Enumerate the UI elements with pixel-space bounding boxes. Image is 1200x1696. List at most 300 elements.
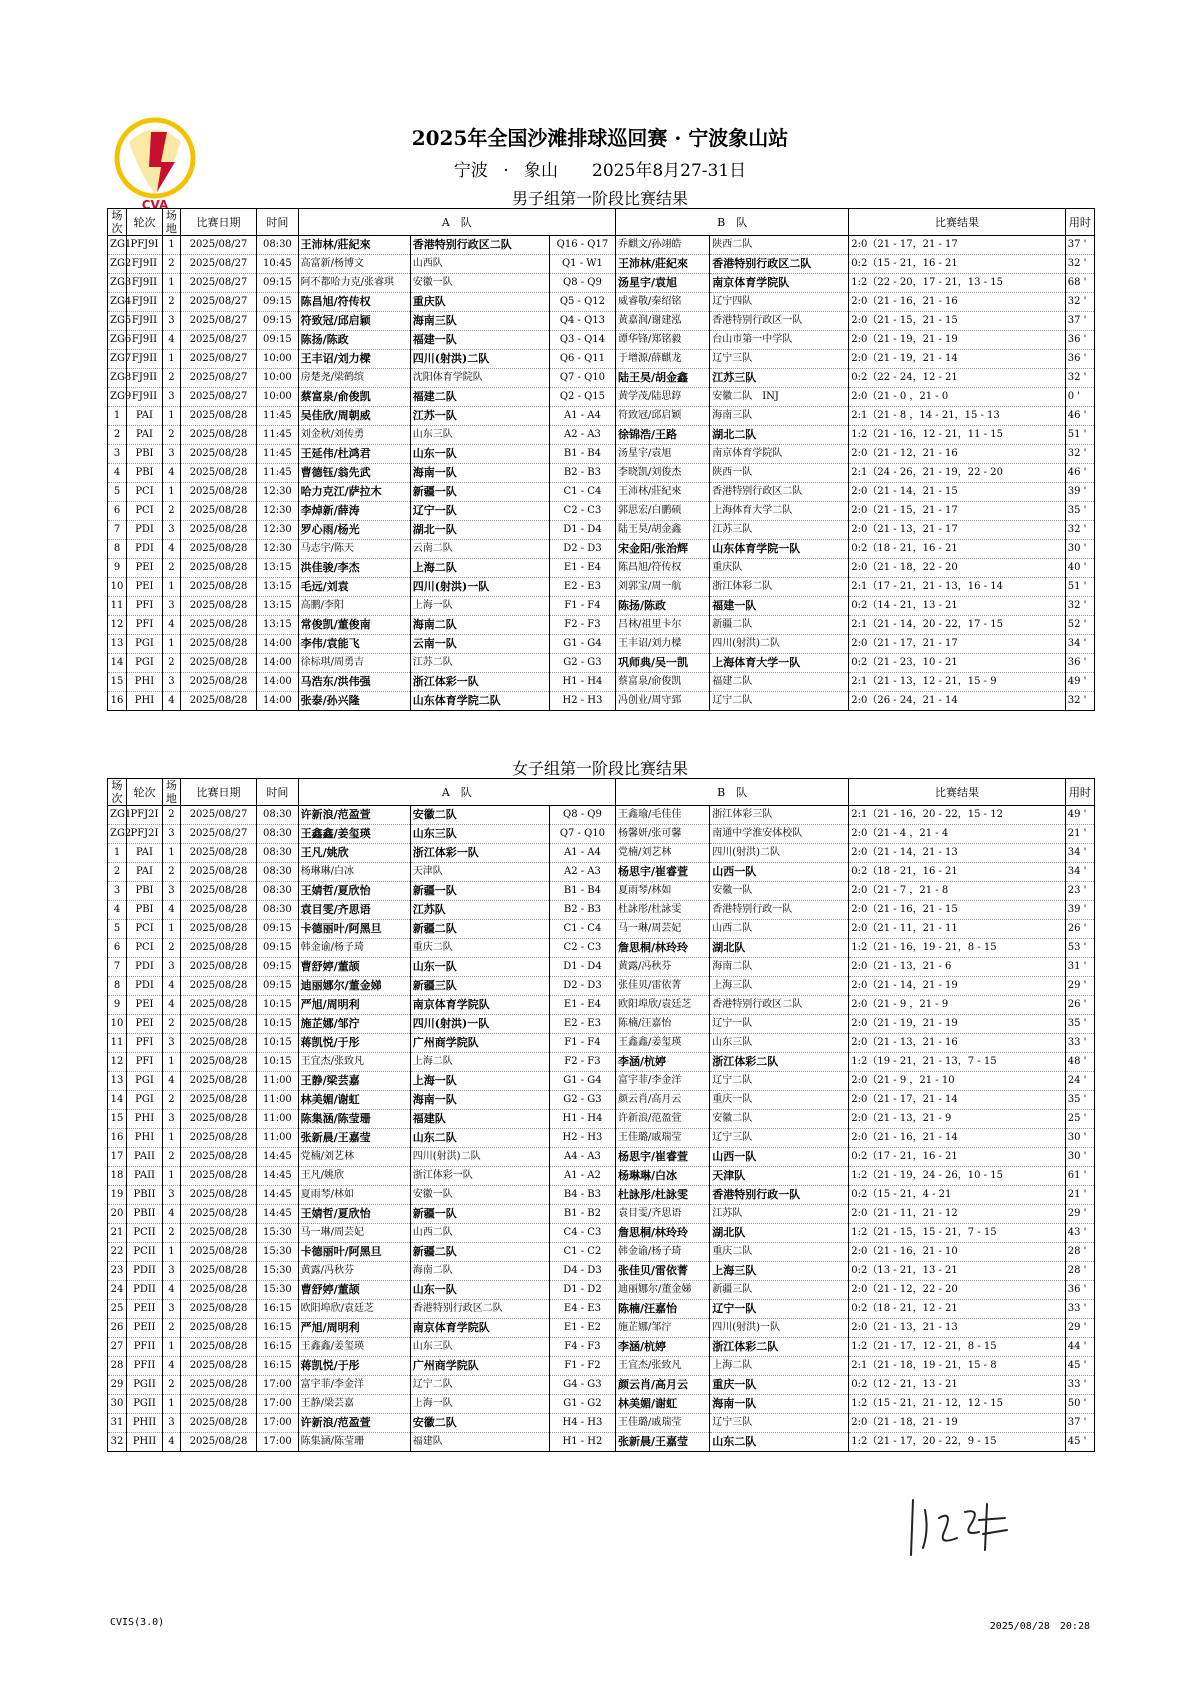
men-section-title: 男子组第一阶段比赛结果	[511, 189, 688, 208]
cell: PFI	[127, 1034, 163, 1053]
cell: 4	[162, 616, 180, 635]
cell: 46 '	[1065, 407, 1094, 426]
cell: 2:0（21 - 16，21 - 14	[849, 1129, 1065, 1148]
cell: 12	[108, 1053, 127, 1072]
cell: 2	[162, 502, 180, 521]
cell: 2:1（21 - 16，20 - 22，15 - 12	[849, 806, 1065, 825]
cell: 浙江体彩一队	[410, 844, 549, 863]
table-row	[108, 521, 1095, 540]
cell: 严旭/周明利	[298, 996, 410, 1015]
cell: 08:30	[257, 844, 298, 863]
cell: 陆王昊/胡金鑫	[616, 369, 710, 388]
cell: 2:0（21 - 17，21 - 17	[849, 635, 1065, 654]
cell: 2	[162, 1224, 180, 1243]
cell: 辽宁二队	[710, 1072, 849, 1091]
cell: 17	[108, 1148, 127, 1167]
cell: 2	[162, 1376, 180, 1395]
cell: 山东二队	[710, 1433, 849, 1452]
cell: 15	[108, 1110, 127, 1129]
cell: 35 '	[1065, 1091, 1094, 1110]
cell: PCI	[127, 502, 163, 521]
cell: 2:0（21 - 13，21 - 13	[849, 1319, 1065, 1338]
cell: 4	[162, 692, 180, 711]
cell: 辽宁二队	[710, 692, 849, 711]
cell: 2025/08/28	[180, 1338, 256, 1357]
cell: 四川(射洪)二队	[710, 635, 849, 654]
cell: 2025/08/28	[180, 1072, 256, 1091]
cell: 1	[162, 1129, 180, 1148]
cell: 海南二队	[710, 958, 849, 977]
cell: 8	[108, 540, 127, 559]
cell: PFII	[127, 1338, 163, 1357]
cell: 20	[108, 1205, 127, 1224]
cell: 11:00	[257, 1072, 298, 1091]
cell: 2025/08/27	[180, 255, 256, 274]
table-row	[108, 1129, 1095, 1148]
women-results-table	[107, 778, 1095, 1452]
cell: 江苏一队	[410, 407, 549, 426]
cell: 2025/08/28	[180, 597, 256, 616]
cell: 26	[108, 1319, 127, 1338]
cell: 09:15	[257, 274, 298, 293]
cell: 09:15	[257, 977, 298, 996]
cell: 0:2（15 - 21，16 - 21	[849, 255, 1065, 274]
cell: 32 '	[1065, 255, 1094, 274]
cell: 刘金秋/刘传勇	[298, 426, 410, 445]
table-row	[108, 673, 1095, 692]
cell: 0:2（18 - 21，16 - 21	[849, 863, 1065, 882]
cell: 重庆二队	[710, 1243, 849, 1262]
cell: F4 - F3	[549, 1338, 615, 1357]
cell: 2:1（21 - 13，12 - 21，15 - 9	[849, 673, 1065, 692]
cell: 2:0（21 - 17，21 - 17	[849, 236, 1065, 255]
cell: 辽宁一队	[710, 1300, 849, 1319]
cell: C1 - C2	[549, 1243, 615, 1262]
table-row	[108, 293, 1095, 312]
cell: 曹舒婷/董颉	[298, 1281, 410, 1300]
cell: 2025/08/28	[180, 1281, 256, 1300]
table-row	[108, 312, 1095, 331]
cell: 宋金阳/张治辉	[616, 540, 710, 559]
cell: 夏雨琴/林如	[616, 882, 710, 901]
cell: 2	[162, 1148, 180, 1167]
cell: 2025/08/28	[180, 1395, 256, 1414]
cell: PBI	[127, 882, 163, 901]
cell: 四川(射洪)二队	[710, 844, 849, 863]
cell: 山东二队	[410, 1129, 549, 1148]
cell: 1	[162, 1338, 180, 1357]
cell: 1	[162, 483, 180, 502]
cell: 山东一队	[410, 1281, 549, 1300]
cell: 山西一队	[710, 1148, 849, 1167]
cell: 蒋凯悦/于彤	[298, 1357, 410, 1376]
cell: ZG1	[108, 806, 127, 825]
cell: ZG3	[108, 274, 127, 293]
cell: 福建二队	[710, 673, 849, 692]
cell: 3	[162, 1300, 180, 1319]
cell: ZG6	[108, 331, 127, 350]
footer-system: CVIS(3.0)	[110, 1617, 165, 1628]
cell: 南京体育学院队	[410, 1319, 549, 1338]
cell: 2025/08/27	[180, 293, 256, 312]
cell: 2025/08/28	[180, 616, 256, 635]
cell: 11	[108, 1034, 127, 1053]
cell: 08:30	[257, 825, 298, 844]
cell: Q7 - Q10	[549, 369, 615, 388]
cell: 欧阳埠欣/袁廷芝	[298, 1300, 410, 1319]
cell: 12:30	[257, 502, 298, 521]
cell: ZG7	[108, 350, 127, 369]
cell: 32 '	[1065, 293, 1094, 312]
cell: 安徽二队 INJ	[710, 388, 849, 407]
col-court: 场地	[162, 209, 180, 236]
cell: 2:0（21 - 13，21 - 9	[849, 1110, 1065, 1129]
cell: 50 '	[1065, 1395, 1094, 1414]
cell: 12	[108, 616, 127, 635]
cell: 1:2（22 - 20，17 - 21，13 - 15	[849, 274, 1065, 293]
table-row	[108, 1414, 1095, 1433]
cell: 1	[162, 407, 180, 426]
cell: 辽宁一队	[410, 502, 549, 521]
cell: 9	[108, 996, 127, 1015]
table-row	[108, 1034, 1095, 1053]
cell: 2025/08/28	[180, 502, 256, 521]
cell: 陕西一队	[710, 464, 849, 483]
cell: 09:15	[257, 293, 298, 312]
cell: 2:0（21 - 9 ，21 - 9	[849, 996, 1065, 1015]
cell: 台山市第一中学队	[710, 331, 849, 350]
table-row	[108, 654, 1095, 673]
cell: 四川(射洪)一队	[710, 1319, 849, 1338]
cell: 4	[162, 901, 180, 920]
cell: 68 '	[1065, 274, 1094, 293]
cell: 浙江体彩一队	[410, 1167, 549, 1186]
women-section-title: 女子组第一阶段比赛结果	[511, 759, 688, 778]
cell: 山东体育学院一队	[710, 540, 849, 559]
table-row	[108, 1338, 1095, 1357]
cell: 乔麒文/孙翊皓	[616, 236, 710, 255]
cell: 李晓凯/刘俊杰	[616, 464, 710, 483]
table-row	[108, 597, 1095, 616]
cell: 张佳贝/雷依菁	[616, 1262, 710, 1281]
cell: 辽宁一队	[710, 1015, 849, 1034]
footer-timestamp: 2025/08/28 20:28	[989, 1621, 1090, 1632]
cell: 3	[162, 825, 180, 844]
cell: PHI	[127, 1129, 163, 1148]
cell: ZG2	[108, 255, 127, 274]
cell: B2 - B3	[549, 901, 615, 920]
cell: 李涵/杭婷	[616, 1338, 710, 1357]
cell: PHII	[127, 1414, 163, 1433]
cell: 2025/08/28	[180, 1091, 256, 1110]
cell: F1 - F4	[549, 1034, 615, 1053]
cell: 37 '	[1065, 236, 1094, 255]
cell: 杨馨妍/张可馨	[616, 825, 710, 844]
cell: 23 '	[1065, 882, 1094, 901]
cell: 14:45	[257, 1205, 298, 1224]
col-match: 场次	[108, 209, 127, 236]
col-result: 比赛结果	[849, 779, 1065, 806]
women-table-body	[108, 806, 1095, 1452]
cell: 2025/08/28	[180, 464, 256, 483]
col-date: 比赛日期	[180, 779, 256, 806]
cell: PBII	[127, 1186, 163, 1205]
cell: 曹舒婷/董颉	[298, 958, 410, 977]
cell: 0:2（21 - 23，10 - 21	[849, 654, 1065, 673]
cell: 王凡/姚欣	[298, 1167, 410, 1186]
cell: 2025/08/28	[180, 407, 256, 426]
cell: 1	[162, 1243, 180, 1262]
cell: 2025/08/27	[180, 236, 256, 255]
col-round: 轮次	[127, 779, 163, 806]
table-row	[108, 1167, 1095, 1186]
cell: 迪丽娜尔/董金娣	[298, 977, 410, 996]
col-result: 比赛结果	[849, 209, 1065, 236]
cell: 15:30	[257, 1262, 298, 1281]
cell: 蔡富泉/俞俊凯	[298, 388, 410, 407]
cell: 10:00	[257, 350, 298, 369]
cell: 南京体育学院队	[410, 996, 549, 1015]
cell: C2 - C3	[549, 939, 615, 958]
cell: B1 - B4	[549, 445, 615, 464]
cell: 四川(射洪)二队	[410, 1148, 549, 1167]
cell: 24 '	[1065, 1072, 1094, 1091]
cell: C1 - C4	[549, 483, 615, 502]
cell: 威睿敬/秦绍铭	[616, 293, 710, 312]
cell: 王沛林/莊紀來	[616, 255, 710, 274]
cell: 徐标琪/周勇吉	[298, 654, 410, 673]
cell: 2025/08/28	[180, 673, 256, 692]
cell: A1 - A4	[549, 844, 615, 863]
cell: 江苏队	[410, 901, 549, 920]
table-row	[108, 464, 1095, 483]
cell: 辽宁三队	[710, 1129, 849, 1148]
cell: 2:0（21 - 19，21 - 14	[849, 350, 1065, 369]
cell: 徐锦浩/王路	[616, 426, 710, 445]
cell: 3	[162, 673, 180, 692]
cell: 2025/08/28	[180, 939, 256, 958]
cell: 16:15	[257, 1300, 298, 1319]
cell: 44 '	[1065, 1338, 1094, 1357]
cell: 1:2（19 - 21，21 - 13，7 - 15	[849, 1053, 1065, 1072]
cell: 2	[162, 426, 180, 445]
cell: H1 - H4	[549, 673, 615, 692]
cell: 吕林/祖里卡尔	[616, 616, 710, 635]
cell: 杨思宇/崔睿萱	[616, 1148, 710, 1167]
cell: 海南二队	[410, 1262, 549, 1281]
cell: 王静/梁芸嘉	[298, 1395, 410, 1414]
cell: 四川(射洪)一队	[410, 578, 549, 597]
cell: 安徽二队	[410, 1414, 549, 1433]
cell: PFI	[127, 616, 163, 635]
cell: Q3 - Q14	[549, 331, 615, 350]
cell: 2025/08/28	[180, 920, 256, 939]
cell: 32 '	[1065, 692, 1094, 711]
cell: 1:2（21 - 15，15 - 21，7 - 15	[849, 1224, 1065, 1243]
cell: 广州商学院队	[410, 1034, 549, 1053]
table-row	[108, 559, 1095, 578]
table-row	[108, 274, 1095, 293]
col-match: 场次	[108, 779, 127, 806]
table-row	[108, 350, 1095, 369]
cell: ZG8	[108, 369, 127, 388]
cell: 2	[162, 806, 180, 825]
cell: 2025/08/28	[180, 1053, 256, 1072]
cell: G1 - G2	[549, 1395, 615, 1414]
table-row	[108, 825, 1095, 844]
cell: H2 - H3	[549, 1129, 615, 1148]
cell: 陈扬/陈政	[616, 597, 710, 616]
cell: FJ9II	[127, 369, 163, 388]
cell: 浙江体彩二队	[710, 578, 849, 597]
col-time: 时间	[257, 209, 298, 236]
table-row	[108, 882, 1095, 901]
cell: D4 - D3	[549, 1262, 615, 1281]
cell: PBI	[127, 901, 163, 920]
cell: 海南一队	[410, 1091, 549, 1110]
cell: PBI	[127, 445, 163, 464]
cell: 28 '	[1065, 1262, 1094, 1281]
cell: 2025/08/28	[180, 1186, 256, 1205]
cell: 0:2（14 - 21，13 - 21	[849, 597, 1065, 616]
cell: 12:30	[257, 540, 298, 559]
cell: Q4 - Q13	[549, 312, 615, 331]
cell: Q16 - Q17	[549, 236, 615, 255]
cell: 24	[108, 1281, 127, 1300]
cell: 13:15	[257, 578, 298, 597]
table-row	[108, 1433, 1095, 1452]
cell: 富宇菲/李金洋	[616, 1072, 710, 1091]
cell: 3	[108, 445, 127, 464]
cell: 江苏二队	[410, 654, 549, 673]
cell: FJ9II	[127, 293, 163, 312]
cell: 黄嘉润/谢建泓	[616, 312, 710, 331]
table-row	[108, 1053, 1095, 1072]
cell: 杨琳琳/白冰	[616, 1167, 710, 1186]
cell: E4 - E3	[549, 1300, 615, 1319]
table-row	[108, 1148, 1095, 1167]
cell: 新疆一队	[410, 1205, 549, 1224]
cell: 李焯新/薛涛	[298, 502, 410, 521]
col-team-a: A 队	[298, 779, 615, 806]
cell: PAI	[127, 844, 163, 863]
cell: PFII	[127, 1357, 163, 1376]
cell: 11	[108, 597, 127, 616]
cell: 4	[162, 977, 180, 996]
cell: 王静/梁芸嘉	[298, 1072, 410, 1091]
cell: 罗心雨/杨光	[298, 521, 410, 540]
cell: G1 - G4	[549, 1072, 615, 1091]
table-row	[108, 692, 1095, 711]
cell: 湖北队	[710, 939, 849, 958]
col-duration: 用时	[1065, 779, 1094, 806]
cell: 山东三队	[710, 1034, 849, 1053]
cell: 张新晨/王嘉莹	[616, 1433, 710, 1452]
cell: PGI	[127, 654, 163, 673]
cell: 上海一队	[410, 1072, 549, 1091]
cell: 重庆二队	[410, 939, 549, 958]
cell: 0:2（22 - 24，12 - 21	[849, 369, 1065, 388]
cell: 2	[162, 1319, 180, 1338]
cell: G4 - G3	[549, 1376, 615, 1395]
cell: 迪丽娜尔/董金娣	[616, 1281, 710, 1300]
cell: 0:2（12 - 21，13 - 21	[849, 1376, 1065, 1395]
cell: 0:2（15 - 21，4 - 21	[849, 1186, 1065, 1205]
cell: 1	[108, 407, 127, 426]
cell: Q5 - Q12	[549, 293, 615, 312]
cell: PEII	[127, 1319, 163, 1338]
cell: Q6 - Q11	[549, 350, 615, 369]
cell: ZG4	[108, 293, 127, 312]
cell: 15:30	[257, 1281, 298, 1300]
cell: 14:45	[257, 1186, 298, 1205]
cell: 香港特别行政区二队	[710, 996, 849, 1015]
cell: 陕西二队	[710, 236, 849, 255]
cell: PHI	[127, 673, 163, 692]
cell: 2	[108, 426, 127, 445]
cell: PFI	[127, 1053, 163, 1072]
cell: PCI	[127, 920, 163, 939]
cell: 巩师典/吴一凯	[616, 654, 710, 673]
cell: 49 '	[1065, 806, 1094, 825]
cell: 南通中学淮安体校队	[710, 825, 849, 844]
cell: PEII	[127, 1300, 163, 1319]
cell: G2 - G3	[549, 654, 615, 673]
cell: 0 '	[1065, 388, 1094, 407]
cell: 曹德钰/翁先武	[298, 464, 410, 483]
cell: 2025/08/28	[180, 521, 256, 540]
cell: FJ9II	[127, 274, 163, 293]
cell: C4 - C3	[549, 1224, 615, 1243]
cell: H1 - H2	[549, 1433, 615, 1452]
cell: 26 '	[1065, 996, 1094, 1015]
cell: 房楚尧/梁鹤缤	[298, 369, 410, 388]
cell: 颜云肖/高月云	[616, 1091, 710, 1110]
cell: 2025/08/28	[180, 1034, 256, 1053]
table-row	[108, 1243, 1095, 1262]
cell: 53 '	[1065, 939, 1094, 958]
cell: 4	[162, 1072, 180, 1091]
col-team-b: B 队	[616, 209, 849, 236]
cell: 32 '	[1065, 369, 1094, 388]
cell: 11:45	[257, 464, 298, 483]
cell: D1 - D4	[549, 958, 615, 977]
cell: 1	[162, 844, 180, 863]
cell: 新疆二队	[410, 1243, 549, 1262]
cell: 28	[108, 1357, 127, 1376]
cell: 34 '	[1065, 635, 1094, 654]
cell: 辽宁二队	[410, 1376, 549, 1395]
cell: 山东一队	[410, 445, 549, 464]
cell: 2025/08/28	[180, 1243, 256, 1262]
cell: 吴佳欣/周朝威	[298, 407, 410, 426]
cell: 2025/08/28	[180, 844, 256, 863]
cell: 30 '	[1065, 1148, 1094, 1167]
col-team-a: A 队	[298, 209, 615, 236]
cell: 湖北队	[710, 1224, 849, 1243]
cell: 2025/08/28	[180, 1414, 256, 1433]
cell: 2025/08/27	[180, 369, 256, 388]
cell: 福建一队	[710, 597, 849, 616]
cell: 5	[108, 483, 127, 502]
col-duration: 用时	[1065, 209, 1094, 236]
cell: ZG2	[108, 825, 127, 844]
cell: 天津队	[710, 1167, 849, 1186]
cell: 4	[162, 464, 180, 483]
cell: PEI	[127, 578, 163, 597]
cell: 四川(射洪)一队	[410, 1015, 549, 1034]
cell: 2025/08/28	[180, 1319, 256, 1338]
